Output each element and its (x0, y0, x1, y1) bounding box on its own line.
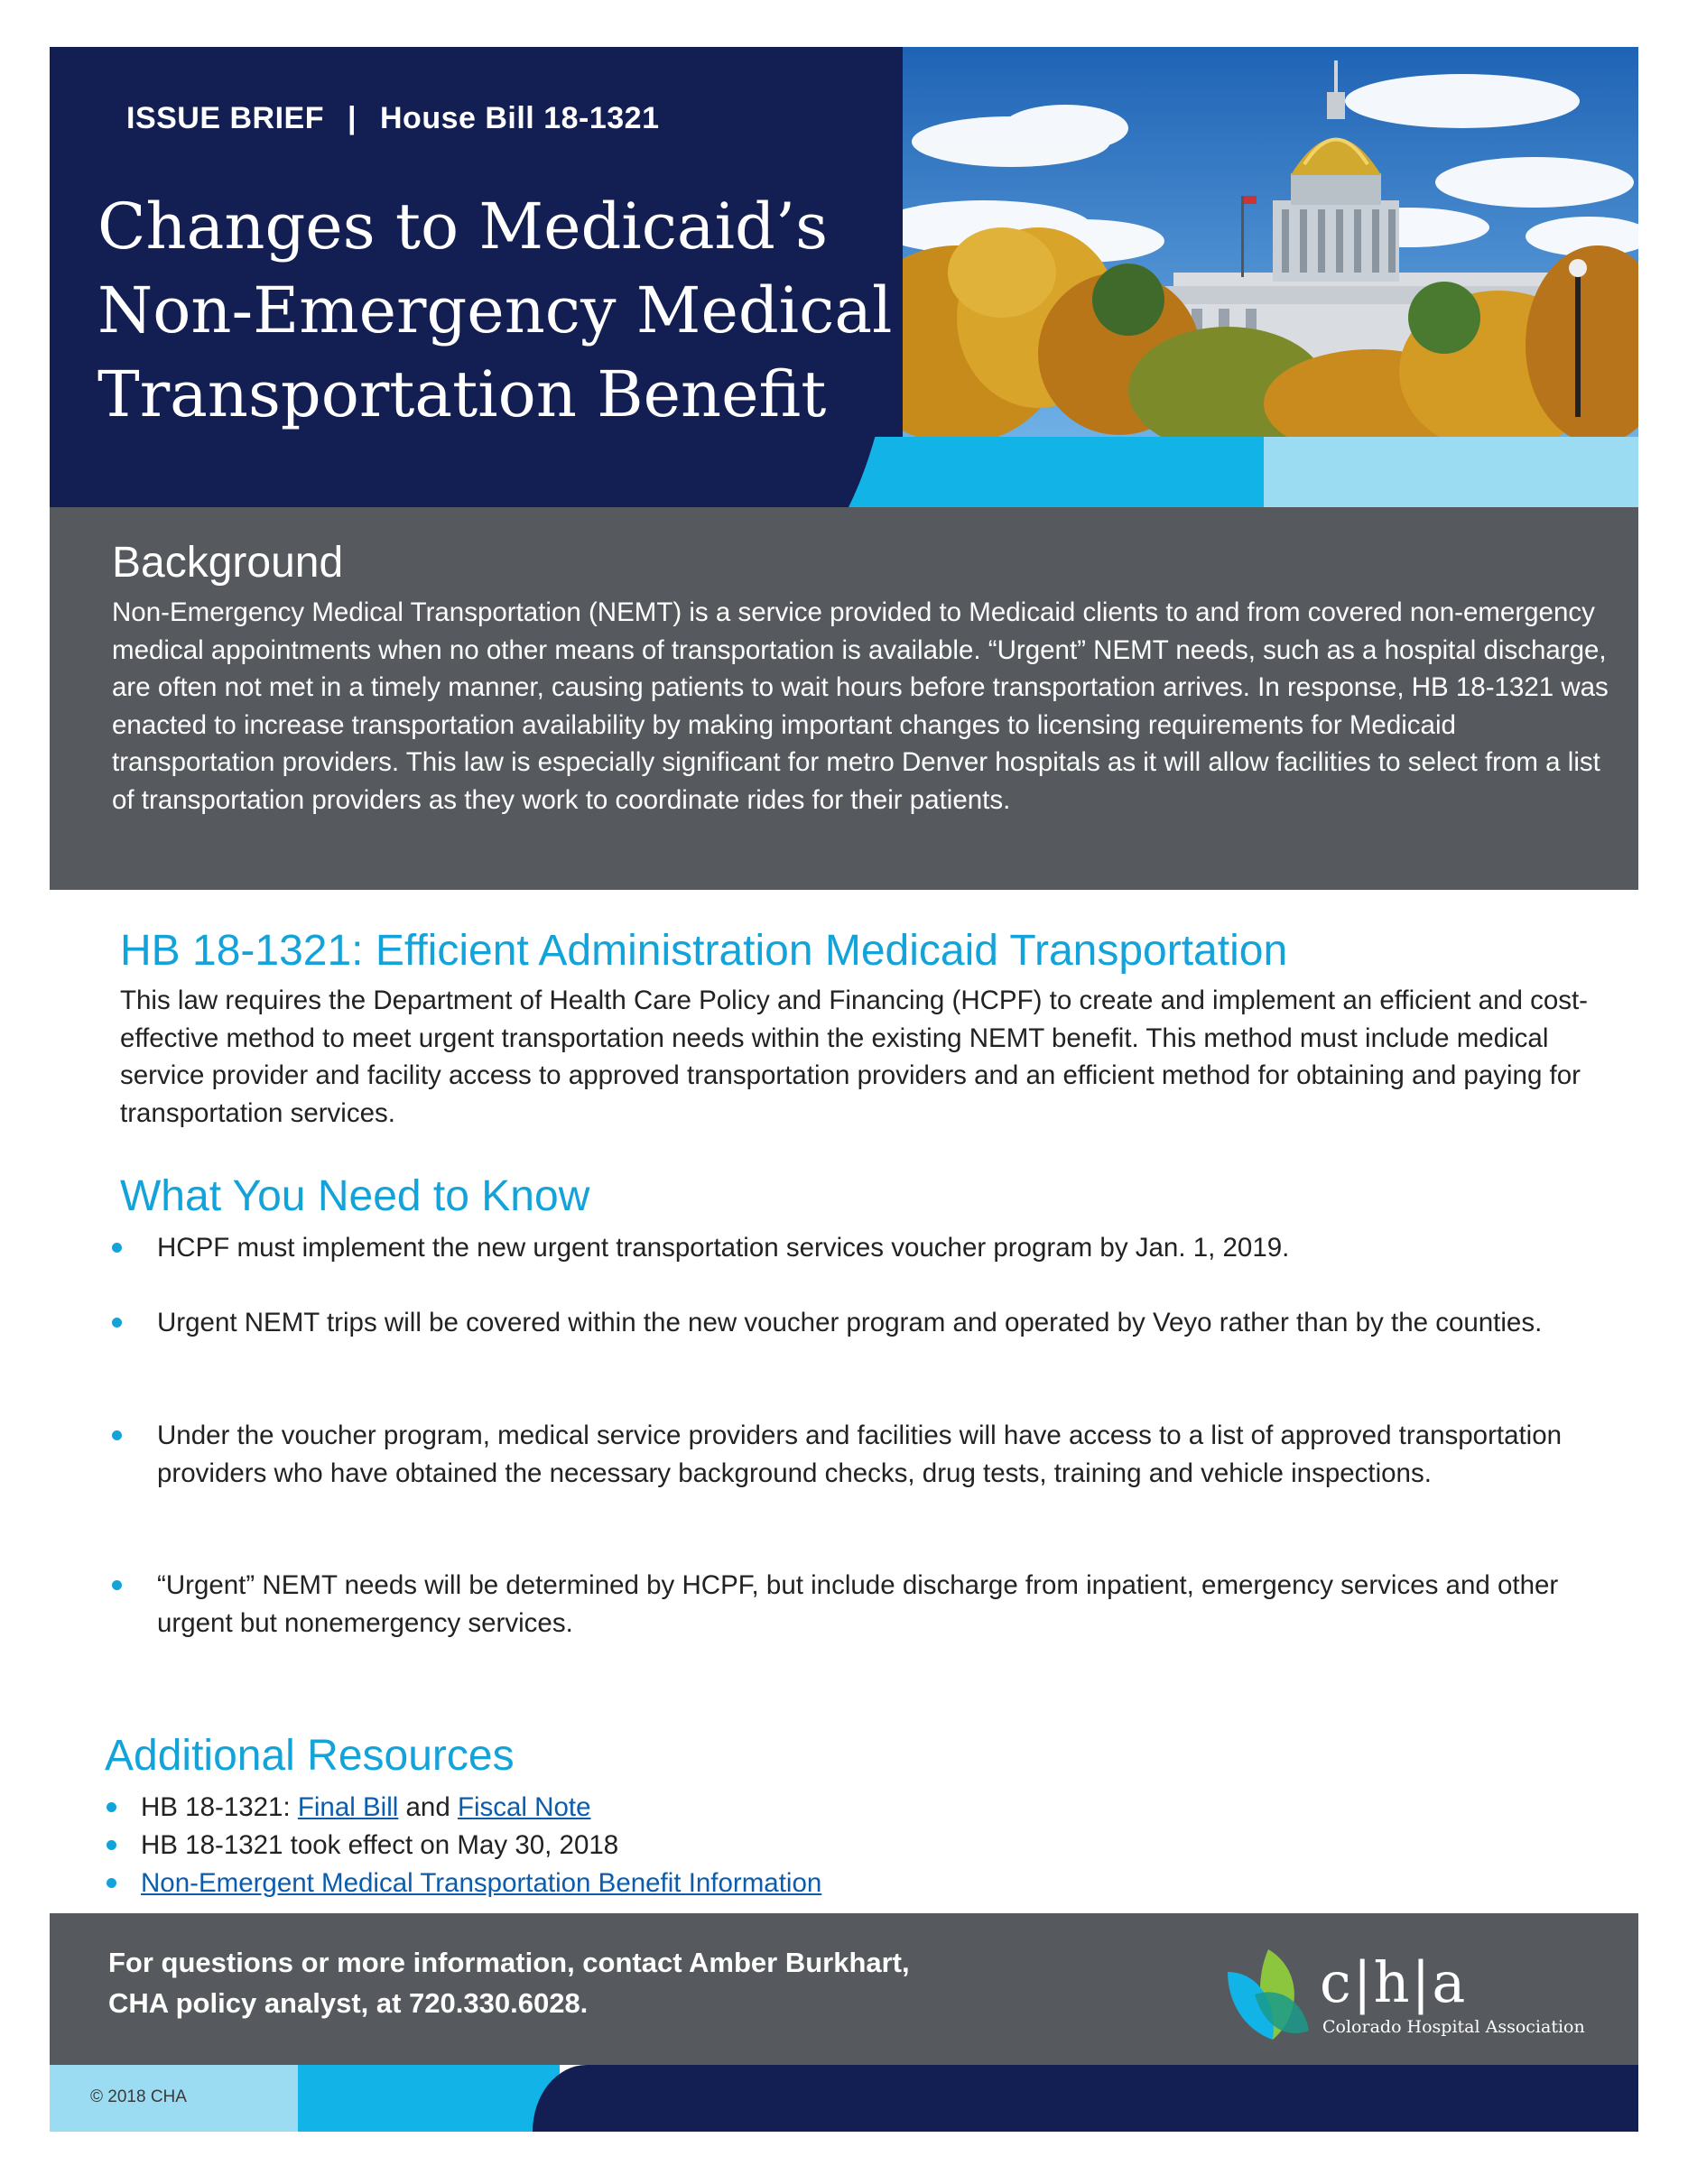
bullet-dot-icon (112, 1580, 122, 1590)
list-item (157, 1567, 1565, 1642)
contact-text (108, 1942, 910, 2023)
list-item-text: “Urgent” NEMT needs will be determined by HCPF, but include discharge from inpatient, emergency services and other urgent but nonemergency services. (157, 1570, 1559, 1638)
background-heading: Background (112, 539, 344, 587)
list-item-text: Urgent NEMT trips will be covered within the new voucher program and operated by Veyo rather than by the counties. (157, 1308, 1543, 1337)
background-paragraph: Non-Emergency Medical Transportation (NEMT) is a service provided to Medicaid clients to and from covered non-emergency medical appointments when no other means of transportation is available. “Urgent” NEMT needs, such as a hospital discharge, are often not met in a timely manner, causing patients to wait hours before transportation arrives. In response, HB 18-1321 was enacted to increase transportation availability by making important changes to licensing requirements for Medicaid transportation providers. This law is especially significant for metro Denver hospitals as it will allow facilities to select from a list of transportation providers as they work to coordinate rides for their patients. (112, 597, 1609, 815)
resource-text: HB 18-1321 took effect on May 30, 2018 (141, 1830, 619, 1860)
resource-and-text: and (398, 1792, 458, 1822)
bullet-dot-icon (112, 1430, 122, 1440)
issue-separator: | (347, 101, 357, 135)
hb-section-heading: HB 18-1321: Efficient Administration Medicaid Transportation (120, 927, 1288, 975)
fiscal-note-link[interactable]: Fiscal Note (457, 1792, 591, 1822)
list-item (157, 1229, 1601, 1267)
resource-item (141, 1827, 618, 1865)
list-item (157, 1417, 1565, 1492)
bullet-dot-icon (107, 1878, 116, 1888)
need-to-know-heading: What You Need to Know (120, 1172, 590, 1220)
bullet-dot-icon (107, 1840, 116, 1850)
resource-item (141, 1865, 821, 1902)
issue-label-line (126, 101, 659, 136)
resource-prefix: HB 18-1321: (141, 1792, 298, 1822)
resource-item (141, 1789, 591, 1827)
page-title (97, 185, 910, 437)
bullet-dot-icon (112, 1318, 122, 1328)
hb-section-paragraph: This law requires the Department of Health Care Policy and Financing (HCPF) to create and implement an efficient and cost-effective method to meet urgent transportation needs within the existing NEMT benefit. This method must include medical service provider and facility access to approved transportation providers and an efficient method for obtaining and paying for transportation services. (120, 986, 1589, 1128)
bullet-dot-icon (112, 1243, 122, 1253)
title-line: Changes to Medicaid’s (97, 190, 828, 264)
list-item-text: Under the voucher program, medical service providers and facilities will have access to a list of approved transportation providers who have obtained the necessary background checks, drug tests, training and vehicle inspections. (157, 1421, 1563, 1488)
title-line: Non-Emergency Medical (97, 273, 893, 347)
title-line: Transportation Benefit (97, 357, 827, 431)
logo-organization-name: Colorado Hospital Association (1322, 2017, 1585, 2037)
issue-brief-label: ISSUE BRIEF (126, 101, 324, 135)
list-item (157, 1304, 1565, 1342)
copyright-text: © 2018 CHA (90, 2087, 187, 2106)
resources-heading: Additional Resources (105, 1732, 515, 1780)
contact-line: For questions or more information, contact Amber Burkhart, (108, 1947, 910, 1978)
bill-label: House Bill 18-1321 (380, 101, 660, 135)
nemt-benefit-info-link[interactable]: Non-Emergent Medical Transportation Benefit Information (141, 1868, 822, 1898)
contact-line: CHA policy analyst, at 720.330.6028. (108, 1987, 589, 2019)
final-bill-link[interactable]: Final Bill (297, 1792, 399, 1822)
cha-leaf-logo-icon (1219, 1931, 1318, 2049)
bottom-bar-cyan (298, 2065, 560, 2132)
bottom-bar-navy (533, 2065, 1638, 2132)
list-item-text: HCPF must implement the new urgent transportation services voucher program by Jan. 1, 2019. (157, 1233, 1290, 1263)
logo-wordmark: c|h|a (1320, 1949, 1468, 2015)
bullet-dot-icon (107, 1802, 116, 1812)
